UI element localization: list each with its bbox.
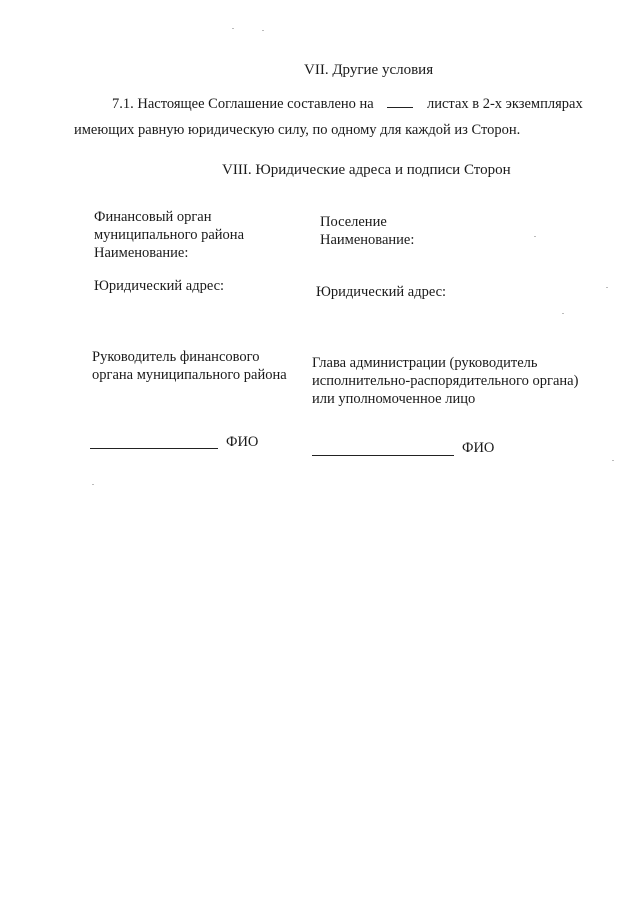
left-org-line2: муниципального района bbox=[94, 227, 244, 243]
left-signature-line bbox=[90, 448, 218, 449]
section-7-title: VII. Другие условия bbox=[304, 62, 434, 78]
scan-speck bbox=[232, 28, 234, 29]
left-head-line1: Руководитель финансового bbox=[92, 349, 260, 365]
paragraph-7-1-start: 7.1. Настоящее Соглашение составлено на bbox=[112, 96, 374, 112]
right-name-label: Наименование: bbox=[320, 232, 415, 248]
left-fio-label: ФИО bbox=[226, 434, 259, 450]
right-address-label: Юридический адрес: bbox=[316, 284, 447, 300]
scan-speck bbox=[262, 30, 264, 31]
left-party-block bbox=[94, 208, 244, 262]
scan-speck bbox=[606, 287, 608, 288]
right-head-line2: исполнительно-распорядительного органа) bbox=[312, 373, 579, 389]
right-head-line3: или уполномоченное лицо bbox=[312, 391, 476, 407]
scan-speck bbox=[612, 460, 614, 461]
scan-speck bbox=[562, 313, 564, 314]
left-name-label: Наименование: bbox=[94, 245, 189, 261]
left-org-line1: Финансовый орган bbox=[94, 209, 212, 225]
left-signatory-block bbox=[92, 348, 287, 384]
right-signatory-block bbox=[312, 354, 578, 408]
sheet-count-blank bbox=[387, 96, 413, 108]
paragraph-7-1-line2: имеющих равную юридическую силу, по одному для каждой из Сторон. bbox=[74, 122, 521, 138]
right-party-block bbox=[320, 213, 414, 249]
right-signature-line bbox=[312, 455, 454, 456]
scan-speck bbox=[92, 484, 94, 485]
right-fio-label: ФИО bbox=[462, 440, 495, 456]
scan-speck bbox=[534, 236, 536, 237]
left-address-label: Юридический адрес: bbox=[94, 278, 225, 294]
right-head-line1: Глава администрации (руководитель bbox=[312, 355, 538, 371]
right-org-line1: Поселение bbox=[320, 214, 387, 230]
left-head-line2: органа муниципального района bbox=[92, 367, 287, 383]
paragraph-7-1-mid: листах в 2-х экземплярах bbox=[427, 96, 583, 112]
section-8-title: VIII. Юридические адреса и подписи Сторон bbox=[222, 162, 511, 178]
paragraph-7-1-line1 bbox=[112, 95, 583, 113]
